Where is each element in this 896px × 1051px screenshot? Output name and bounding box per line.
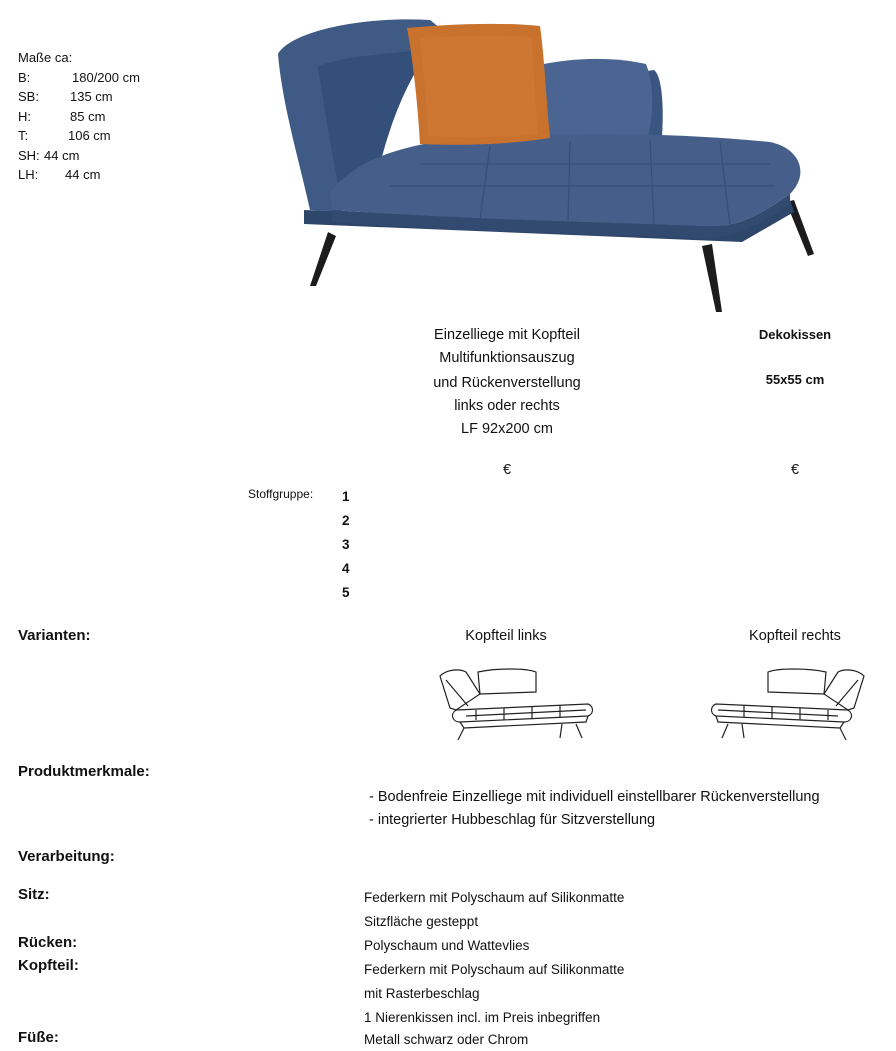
product-photo [270, 14, 850, 319]
sofa-seat [330, 134, 800, 226]
product-line-3: und Rückenverstellung [433, 375, 581, 391]
head-details [364, 958, 624, 1030]
dim-row-seat-width: SB: 135 cm [18, 89, 113, 104]
dim-row-seat-height: SH: 44 cm [18, 147, 80, 163]
product-line-5: LF 92x200 cm [461, 421, 553, 437]
feet-details [364, 1030, 528, 1050]
leg-front [702, 244, 722, 312]
product-description [395, 324, 619, 441]
seat-line-2: Sitzfläche gesteppt [364, 914, 479, 929]
fabric-group-2: 2 [342, 513, 350, 528]
head-line-3: 1 Nierenkissen incl. im Preis inbegriffen [364, 1010, 601, 1025]
features-title: Produktmerkmale: [18, 763, 150, 780]
back-label: Rücken: [18, 934, 78, 951]
product-line-1: Einzelliege mit Kopfteil [434, 327, 580, 343]
features-list [369, 786, 820, 832]
sofa-cushion-back [532, 59, 652, 140]
product-currency: € [502, 462, 512, 478]
seat-line-1: Federkern mit Polyschaum auf Silikonmatte [364, 890, 625, 905]
cushion-currency: € [790, 462, 800, 478]
head-line-1: Federkern mit Polyschaum auf Silikonmatte [364, 962, 625, 977]
fabric-group-3: 3 [342, 537, 350, 552]
seat-details [364, 886, 624, 934]
feet-label: Füße: [18, 1029, 59, 1046]
variant-right-drawing [706, 664, 868, 744]
back-line-1: Polyschaum und Wattevlies [364, 938, 530, 953]
cushion-title: Dekokissen [758, 327, 832, 342]
fabric-group-4: 4 [342, 561, 350, 576]
product-line-2: Multifunktionsauszug [439, 350, 575, 366]
feet-line-1: Metall schwarz oder Chrom [364, 1032, 529, 1047]
dim-row-depth: T: 106 cm [18, 128, 111, 143]
cushion-size: 55x55 cm [765, 372, 825, 387]
dimensions-block [18, 48, 140, 185]
variant-left-label: Kopfteil links [465, 628, 547, 644]
product-line-4: links oder rechts [454, 398, 560, 414]
fabric-label: Stoffgruppe: [248, 487, 314, 501]
dimensions-title: Maße ca: [18, 50, 73, 65]
fabric-groups [342, 485, 350, 605]
dim-row-width: B: 180/200 cm [18, 69, 140, 85]
feature-item-2: - integrierter Hubbeschlag für Sitzverstellung [369, 812, 656, 828]
fabric-group-5: 5 [342, 585, 350, 600]
seat-label: Sitz: [18, 886, 50, 903]
dim-row-height: H: 85 cm [18, 108, 106, 124]
dim-row-lying-height: LH: 44 cm [18, 167, 101, 182]
variant-left-drawing [436, 664, 598, 744]
processing-title: Verarbeitung: [18, 848, 115, 865]
variants-title: Varianten: [18, 627, 91, 644]
fabric-group-1: 1 [342, 489, 350, 504]
leg-back-left [310, 232, 336, 286]
head-label: Kopfteil: [18, 957, 79, 974]
variant-right-label: Kopfteil rechts [749, 628, 841, 644]
head-line-2: mit Rasterbeschlag [364, 986, 480, 1001]
back-details [364, 934, 529, 958]
feature-item-1: - Bodenfreie Einzelliege mit individuell einstellbarer Rückenverstellung [369, 789, 820, 805]
